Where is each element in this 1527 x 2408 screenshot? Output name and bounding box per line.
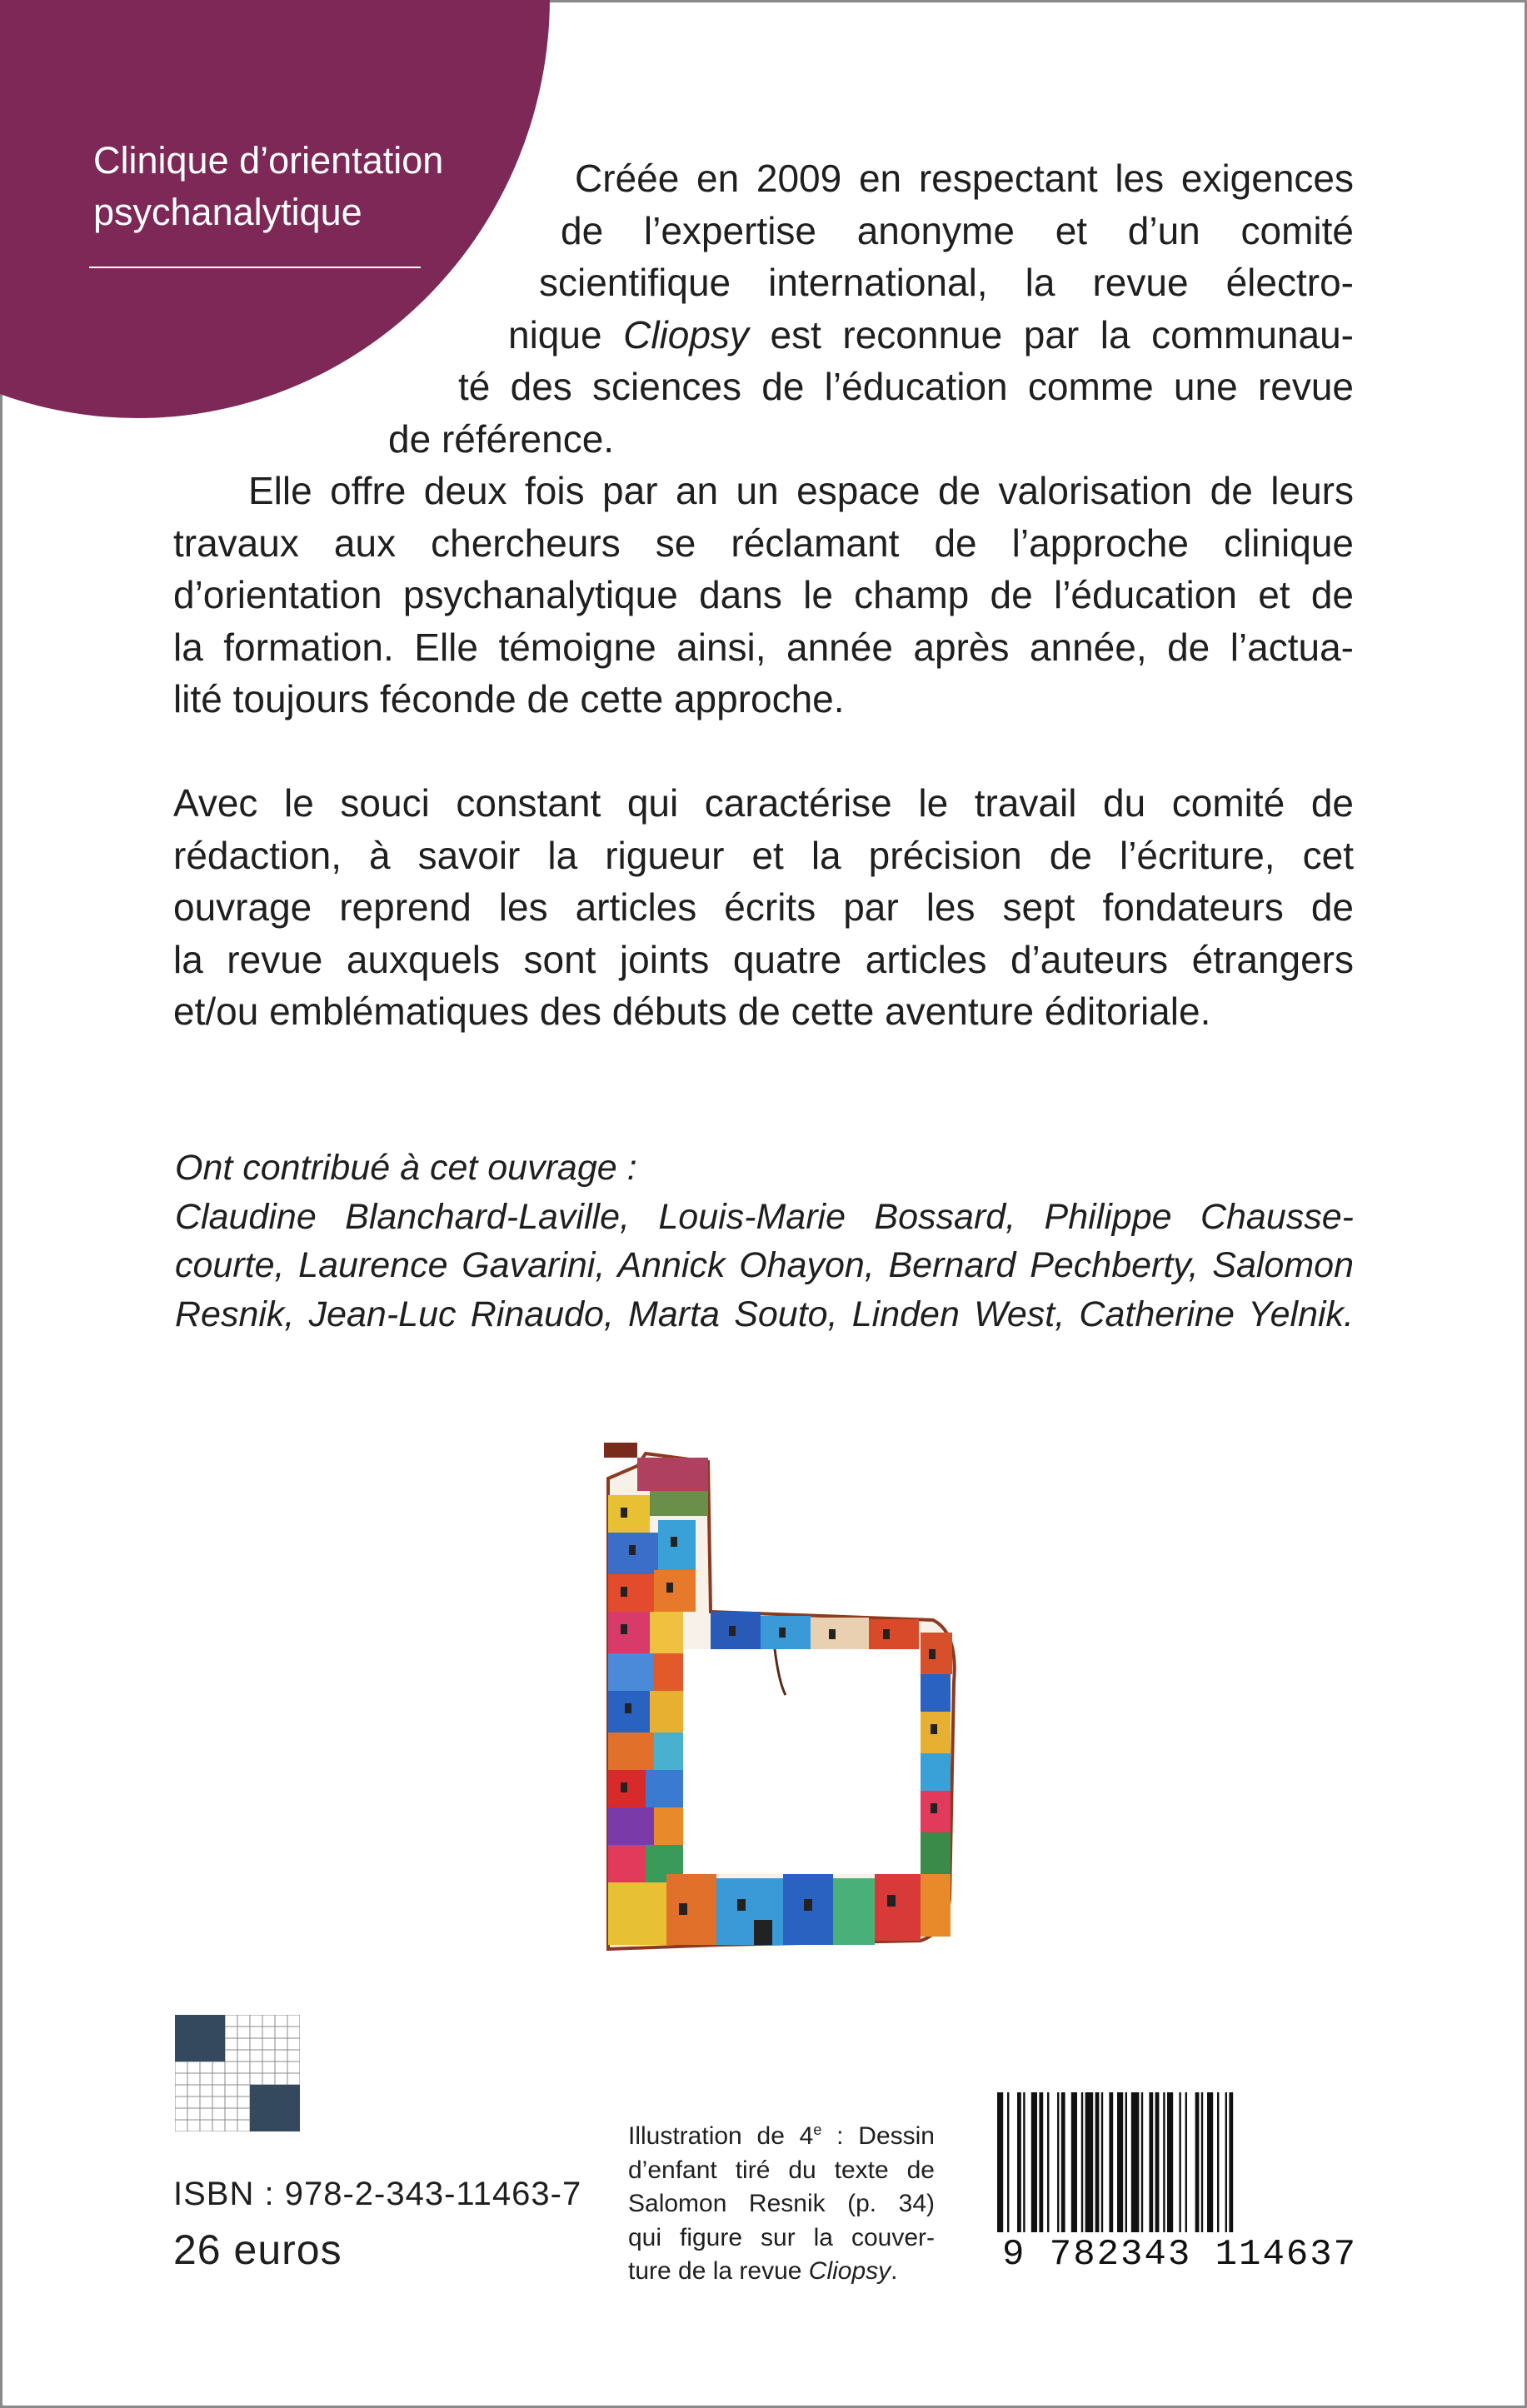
barcode-bar <box>1225 2092 1227 2232</box>
barcode-bar <box>1155 2092 1160 2232</box>
intro-line: de l’expertise anonyme et d’un comité <box>561 209 1354 252</box>
barcode-bar <box>1167 2092 1173 2232</box>
journal-name: Cliopsy <box>623 313 749 356</box>
contributors <box>175 1144 1354 1339</box>
series-title-line2: psychanalytique <box>93 191 362 233</box>
caption-text: : Dessin <box>821 2122 935 2150</box>
barcode-bar <box>1179 2092 1180 2232</box>
barcode-bar <box>1109 2092 1113 2232</box>
illustration-caption <box>628 2113 935 2289</box>
para2-line: travaux aux chercheurs se réclamant de l’approche clinique <box>173 521 1354 565</box>
barcode-digits: 9 782343 114637 <box>1002 2234 1358 2272</box>
caption-text: . <box>891 2257 898 2285</box>
barcode-bar <box>1201 2092 1203 2232</box>
para3-line: la revue auxquels sont joints quatre articles d’auteurs étrangers <box>173 938 1354 981</box>
isbn-barcode <box>987 2092 1370 2272</box>
intro-line-journal <box>508 312 1354 365</box>
journal-name: Cliopsy <box>808 2257 891 2285</box>
barcode-bar <box>1163 2092 1165 2232</box>
caption-text: ture de la revue <box>628 2257 809 2285</box>
barcode-bar <box>1023 2092 1025 2232</box>
series-title <box>93 135 493 238</box>
publisher-logo <box>175 2015 300 2131</box>
para3-line: et/ou emblématiques des débuts de cette aventure éditoriale. <box>173 990 1211 1033</box>
barcode-bar <box>1101 2092 1103 2232</box>
barcode-bar <box>1207 2092 1213 2232</box>
barcode-bar <box>1141 2092 1143 2232</box>
series-title-line1: Clinique d’orientation <box>93 139 444 182</box>
barcode-bar <box>1017 2092 1021 2232</box>
series-rule <box>89 267 421 268</box>
barcode-bar <box>1071 2092 1077 2232</box>
intro-line-prefix: nique <box>508 313 602 356</box>
barcode-bar <box>1195 2092 1200 2232</box>
barcode-bar <box>1095 2092 1100 2232</box>
para2-line: la formation. Elle témoigne ainsi, année après année, de l’actua- <box>173 626 1354 669</box>
barcode-bar <box>1185 2092 1187 2232</box>
price: 26 euros <box>173 2226 342 2273</box>
barcode-bar <box>1081 2092 1083 2232</box>
barcode-bar <box>1149 2092 1153 2232</box>
intro-line: est reconnue par la communau- <box>770 313 1354 356</box>
barcode-bar <box>1039 2092 1043 2232</box>
para2-line: d’orientation psychanalytique dans le champ de l’éducation et de <box>173 573 1354 616</box>
caption-text: Illustration de 4 <box>628 2122 814 2150</box>
para2-line: Elle offre deux fois par an un espace de valorisation de leurs <box>248 469 1354 512</box>
isbn: ISBN : 978-2-343-11463-7 <box>173 2176 582 2212</box>
caption-superscript: e <box>813 2121 822 2138</box>
contributors-heading: Ont contribué à cet ouvrage : <box>175 1148 637 1188</box>
contributors-line: courte, Laurence Gavarini, Annick Ohayon, Bernard Pechberty, Salomon <box>175 1245 1354 1285</box>
barcode-bar <box>1031 2092 1037 2232</box>
intro-line: scientifique international, la revue électro- <box>539 261 1354 304</box>
para3-line: rédaction, à savoir la rigueur et la précision de l’écriture, cet <box>173 834 1354 877</box>
para3-line: ouvrage reprend les articles écrits par les sept fondateurs de <box>173 885 1354 929</box>
para3-line: Avec le souci constant qui caractérise le travail du comité de <box>173 781 1354 825</box>
barcode-bar <box>1131 2092 1140 2232</box>
caption-line: Salomon Resnik (p. 34) <box>628 2190 935 2217</box>
contributors-line: Resnik, Jean-Luc Rinaudo, Marta Souto, Linden West, Catherine Yelnik. <box>175 1294 1354 1334</box>
child-drawing-illustration <box>587 1433 971 1982</box>
caption-line: qui figure sur la couver- <box>628 2223 935 2251</box>
para2-line: lité toujours féconde de cette approche. <box>173 677 845 720</box>
caption-line <box>628 2255 935 2289</box>
caption-line: d’enfant tiré du texte de <box>628 2156 935 2184</box>
barcode-bar <box>1085 2092 1094 2232</box>
barcode-bar <box>1047 2092 1049 2232</box>
barcode-bar <box>1057 2092 1059 2232</box>
caption-line <box>628 2113 935 2154</box>
barcode-bar <box>1217 2092 1219 2232</box>
intro-line: de référence. <box>388 417 615 461</box>
intro-line: té des sciences de l’éducation comme une revue <box>458 365 1354 408</box>
contributors-line: Claudine Blanchard-Laville, Louis-Marie Bossard, Philippe Chausse- <box>175 1196 1354 1237</box>
intro-line: Créée en 2009 en respectant les exigences <box>575 157 1354 200</box>
barcode-bar <box>1061 2092 1065 2232</box>
